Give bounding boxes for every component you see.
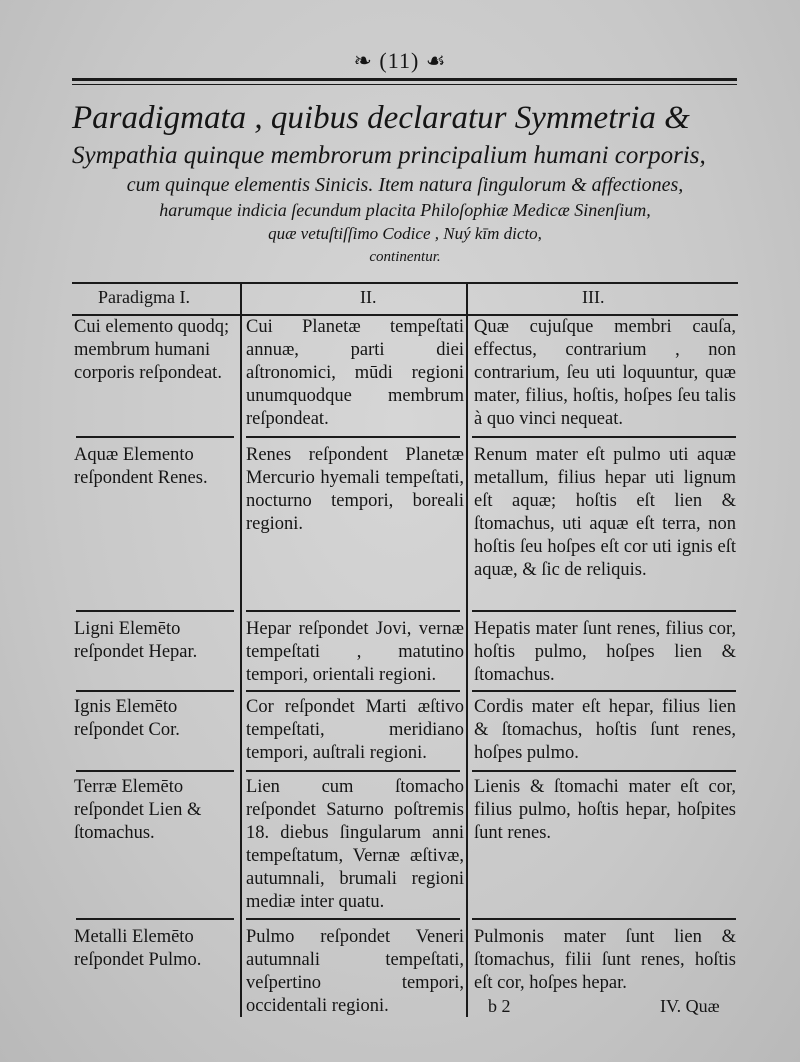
paradigm-table (72, 282, 738, 316)
row-divider (246, 770, 460, 772)
title-line-6: continentur. (369, 249, 441, 265)
title-line-1: Paradigmata , quibus declaratur Symmetria & (72, 100, 690, 136)
row-divider (246, 690, 460, 692)
page-number: ❧ (11) ☙ (353, 48, 447, 73)
row-4-planet: Cor reſpondet Marti æſtivo tempeſtati, meridiano tempori, auſtrali regioni. (246, 697, 464, 763)
row-1-relations: Quæ cujuſque membri cauſa, effectus, contrarium , non contrarium, ſeu uti loquuntur, quæ mater, filius, hoſtis, hoſpes ſeu talis à quo vinci nequeat. (474, 317, 736, 429)
row-4-relations: Cordis mater eſt hepar, filius lien & ſtomachus, hoſtis ſunt renes, hoſpes pulmo. (474, 697, 736, 763)
row-divider (76, 770, 234, 772)
row-3-element: Ligni Elemēto reſpondet Hepar. (74, 619, 198, 662)
row-divider (76, 436, 234, 438)
row-5-element: Terræ Elemēto reſpondet Lien & ſtomachus. (74, 777, 202, 843)
title-block (72, 96, 738, 268)
row-divider (76, 610, 234, 612)
top-rule-thin (72, 84, 737, 85)
row-5-relations: Lienis & ſtomachi mater eſt cor, filius pulmo, hoſtis hepar, hoſpites ſunt renes. (474, 777, 736, 843)
row-divider (76, 918, 234, 920)
header-col-1: Paradigma I. (98, 287, 190, 307)
signature-mark: b 2 (488, 996, 511, 1016)
row-6-planet: Pulmo reſpondet Veneri autumnali tempeſtati, veſpertino tempori, occidentali regioni. (246, 927, 464, 1016)
row-1-planet: Cui Planetæ tempeſtati annuæ, parti diei aſtronomici, mūdi regioni unumquodque membrum reſpondeat. (246, 317, 464, 429)
row-divider (246, 610, 460, 612)
title-line-5: quæ vetuſtiſſimo Codice , Nuý kīm dicto, (268, 224, 542, 243)
row-4-element: Ignis Elemēto reſpondet Cor. (74, 697, 180, 740)
row-divider (472, 610, 736, 612)
row-2-relations: Renum mater eſt pulmo uti aquæ metallum, filius hepar uti lignum eſt aquæ; hoſtis eſt lien & ſtomachus, uti aquæ eſt terra, non hoſtis ſeu hoſpes eſt cor uti ignis eſt aquæ, & ſic de reliquis. (474, 445, 736, 580)
column-divider-2 (466, 282, 468, 1017)
title-line-2: Sympathia quinque membrorum principalium humani corporis, (72, 142, 706, 169)
row-1-element: Cui elemento quodq; membrum humani corporis reſpondeat. (74, 317, 230, 383)
row-divider (246, 918, 460, 920)
row-3-relations: Hepatis mater ſunt renes, filius cor, hoſtis pulmo, hoſpes lien & ſtomachus. (474, 619, 736, 685)
row-6-element: Metalli Elemēto reſpondet Pulmo. (74, 927, 202, 970)
header-col-3: III. (582, 287, 605, 307)
row-divider (246, 436, 460, 438)
top-rule (72, 78, 737, 81)
row-divider (472, 690, 736, 692)
catchword: IV. Quæ (660, 996, 720, 1016)
row-2-planet: Renes reſpondent Planetæ Mercurio hyemali tempeſtati, nocturno tempori, boreali regioni. (246, 445, 464, 534)
table-header (72, 282, 738, 316)
row-divider (472, 770, 736, 772)
row-divider (76, 690, 234, 692)
row-divider (472, 436, 736, 438)
row-2-element: Aquæ Elemento reſpondent Renes. (74, 445, 208, 488)
title-line-4: harumque indicia ſecundum placita Philoſophiæ Medicæ Sinenſium, (159, 200, 651, 220)
header-col-2: II. (360, 287, 377, 307)
row-5-planet: Lien cum ſtomacho reſpondet Saturno poſtremis 18. diebus ſingularum anni tempeſtatum, Vernæ æſtivæ, autumnali, brumali regioni mediæ inter quatu. (246, 777, 464, 912)
row-3-planet: Hepar reſpondet Jovi, vernæ tempeſtati , matutino tempori, orientali regioni. (246, 619, 464, 685)
row-6-relations: Pulmonis mater ſunt lien & ſtomachus, filii ſunt renes, hoſtis eſt cor, hoſpes hepar. (474, 927, 736, 993)
column-divider-1 (240, 282, 242, 1017)
row-divider (472, 918, 736, 920)
title-line-3: cum quinque elementis Sinicis. Item natura ſingulorum & affectiones, (126, 174, 684, 196)
